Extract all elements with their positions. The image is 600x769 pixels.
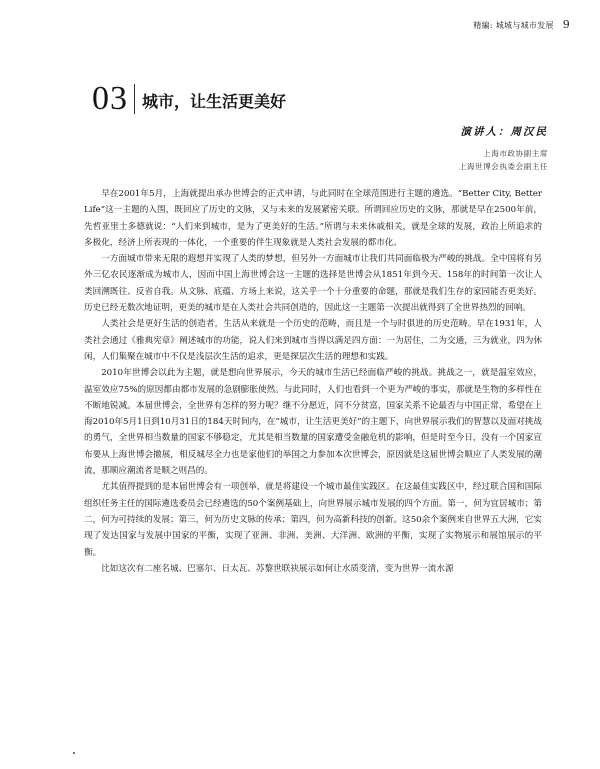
paragraph: 早在2001年5月，上海就提出承办世博会的正式申请，与此同时在全球范围进行主题的遴选。“Better City, Better Life”这一主题的入围，既回应了历史的文脉，又与未来的发展紧密关联。所谓回应历史的文脉，那就是早在2500年前，先哲亚里士多德就说：“人们来到城市，是为了更美好的生活。”所谓与未来休戚相关，就是全球的发展，政治上所追求的多极化，经济上所表现的一体化，一个重要的伴生现象就是人类社会发展的都市化。 — [84, 189, 542, 248]
chapter-heading — [92, 82, 286, 116]
paragraph: 2010年世博会以此为主题，就是想向世界展示，今天的城市生活已经面临严峻的挑战。挑战之一，就是温室效应，温室效应75%的原因都由都市发展的急剧膨胀使然。与此同时，人们也看到一个更为严峻的事实，那就是生物的多样性在不断地锐减。本届世博会，全世界有怎样的努力呢？继不分愿近，同不分贫富，国家关系不论最否与中国正常，希望在上海2010年5月1日到10月31日的184天时间内，在“城市，让生活更美好”的主题下，向世界展示我们的智慧以及面对挑战的勇气，全世界相当数量的国家不够稳定，尤其是相当数量的国家遭受金融危机的影响，但是时至今日，没有一个国家宣布要从上海世博会撤展，相反城尽全力也是家他们的举国之力参加本次世博会，原因就是这届世博会顺应了人类发展的潮流，那顺应潮流者是顺之则昌的。 — [84, 368, 542, 477]
page-number: 9 — [562, 18, 570, 31]
speaker-name: 演讲人：周汉民 — [460, 126, 548, 138]
chapter-title: 城市，让生活更美好 — [142, 92, 287, 111]
paragraph: 尤其值得提到的是本届世博会有一项创举，就是将建设一个城市最佳实践区。在这最佳实践区中，经过联合国和国际组织任务主任的国际遴选委员会已经遴选的50个案例基础上，向世界展示城市发展的四个方面。第一，何为宜居城市；第二，何为可持续的发展；第三，何为历史文脉的传承；第四，何为高新科技的创新。这50余个案例来自世界五大洲，它实现了发达国家与发展中国家的平衡，实现了亚洲、非洲、美洲、大洋洲、欧洲的平衡，实现了实物展示和展馆展示的平衡。 — [84, 482, 542, 558]
running-header — [473, 18, 570, 31]
paragraph: 比如这次有二座名城、巴塞尔、日太瓦、苏黎世联袂展示如何让水质变清，变为世界一流水源 — [101, 563, 454, 574]
running-title: 精編: 城城与城市发展 — [473, 21, 554, 30]
chapter-divider — [134, 84, 135, 114]
chapter-number: 03 — [92, 80, 128, 117]
speaker-role: 上海市政协副主席 — [483, 149, 548, 158]
paragraph: 一方面城市带来无限的遐想并实现了人类的梦想，但另外一方面城市让我们共同面临极为严峻的挑战。全中国将有另外三亿农民逐渐成为城市人，因而中国上海世博会这一主题的选择是世博会从1851年到今天、158年的时间第一次让人类回溯既往、反省自我。从文脉、底蕴、方场上来说，这关乎一个十分重要的命题，那就是我们生存的家园能否更美好。历史已经无数次地证明，更美的城市是在人类社会共同创造的，因此这一主题第一次提出就得到了全世界热烈的回响。 — [84, 254, 542, 314]
speaker-block — [459, 124, 548, 173]
speaker-role: 上海世博会执委会副主任 — [458, 162, 548, 171]
scan-speck — [73, 752, 75, 754]
paragraph: 人类社会是更好生活的创造者，生活从来就是一个历史的范畴，而且是一个与时俱进的历史范畴。早在1931年，人类社会通过《雅典宪章》阐述城市的功能，说人们来到城市当得以满足四方面：一为居住，二为交通，三为就业，四为休闲，人们集聚在城市中不仅是浅层次生活的追求，更是探层次生活的理想和实践。 — [84, 319, 542, 362]
article-body — [84, 186, 542, 577]
